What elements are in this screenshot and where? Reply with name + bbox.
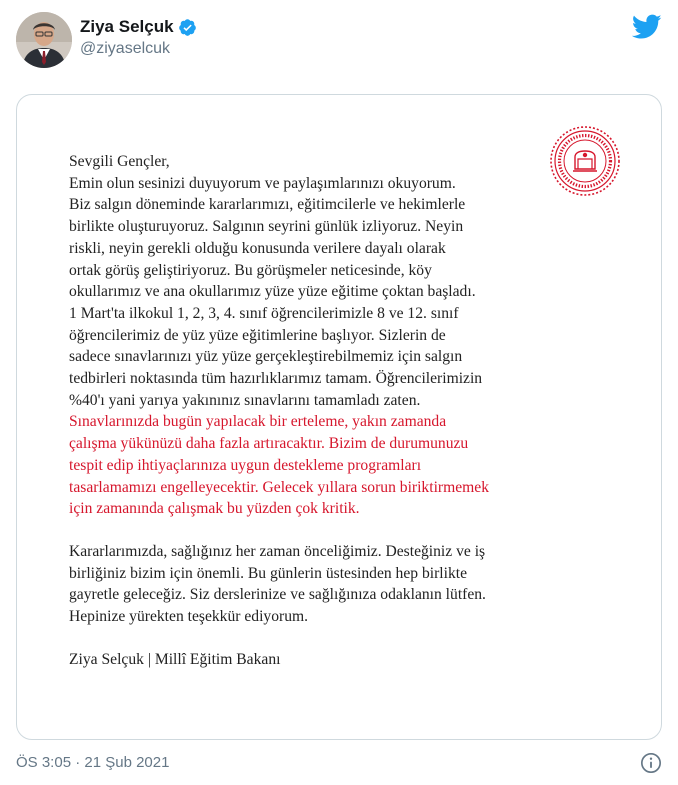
portrait-avatar-icon (16, 12, 72, 68)
name-row (80, 16, 197, 38)
letter-greeting: Sevgili Gençler, (69, 153, 170, 170)
author-block (80, 16, 197, 58)
tweet-timestamp[interactable]: ÖS 3:05 · 21 Şub 2021 (16, 754, 170, 771)
twitter-bird-icon[interactable] (632, 14, 662, 40)
paragraph-spacer (69, 628, 589, 649)
letter-paragraph-2: Kararlarımızda, sağlığınız her zaman önceliğimiz. Desteğiniz ve iş birliğiniz bizim için önemli. Bu günlerin üstesinden hep birlikte gayretle geleceğiz. Siz derslerinize ve sağlığınıza odaklanın lütfen. Hepinize yürekten teşekkür ediyorum. (69, 542, 486, 626)
media-image[interactable] (16, 94, 662, 740)
letter-signature: Ziya Selçuk | Millî Eğitim Bakanı (69, 650, 281, 668)
verified-badge-icon (178, 18, 197, 37)
display-name[interactable]: Ziya Selçuk (80, 17, 174, 36)
info-icon[interactable] (640, 752, 662, 774)
letter-paragraph-1: Emin olun sesinizi duyuyorum ve paylaşımlarınızı okuyorum. Biz salgın döneminde kararlarımızı, eğitimcilerle ve hekimlerle birlikte oluşturuyoruz. Salgının seyrini günlük izliyoruz. Neyin riskli, neyin gerekli olduğu konusunda verilere dayalı olarak ortak görüş geliştiriyoruz. Bu görüşmeler neticesinde, köy okullarımız ve ana okullarımız yüze yüze eğitime çoktan başladı. 1 Mart'ta ilkokul 1, 2, 3, 4. sınıf öğrencilerimizle 8 ve 12. sınıf öğrencilerimiz de yüz yüze eğitimlerine başlıyor. Sizlerin de sadece sınavlarınızı yüz yüze gerçekleştirebilmemiz için salgın tedbirleri noktasında tüm hazırlıklarımız tamam. Öğrencilerimizin %40'ı yani yarıya yakınınız sınavlarını tamamladı zaten. (69, 174, 483, 409)
paragraph-spacer (69, 520, 589, 541)
avatar[interactable] (16, 12, 72, 68)
letter-text (69, 151, 589, 670)
letter-highlight: Sınavlarınızda bugün yapılacak bir erteleme, yakın zamanda çalışma yükünüzü daha fazla artıracaktır. Bizim de durumunuzu tespit edip ihtiyaçlarınıza uygun destekleme programları tasarlamamızı engelleyecektir. Gelecek yıllara sorun biriktirmemek için zamanında çalışmak bu yüzden çok kritik. (69, 413, 489, 518)
handle[interactable]: @ziyaselcuk (80, 40, 171, 57)
